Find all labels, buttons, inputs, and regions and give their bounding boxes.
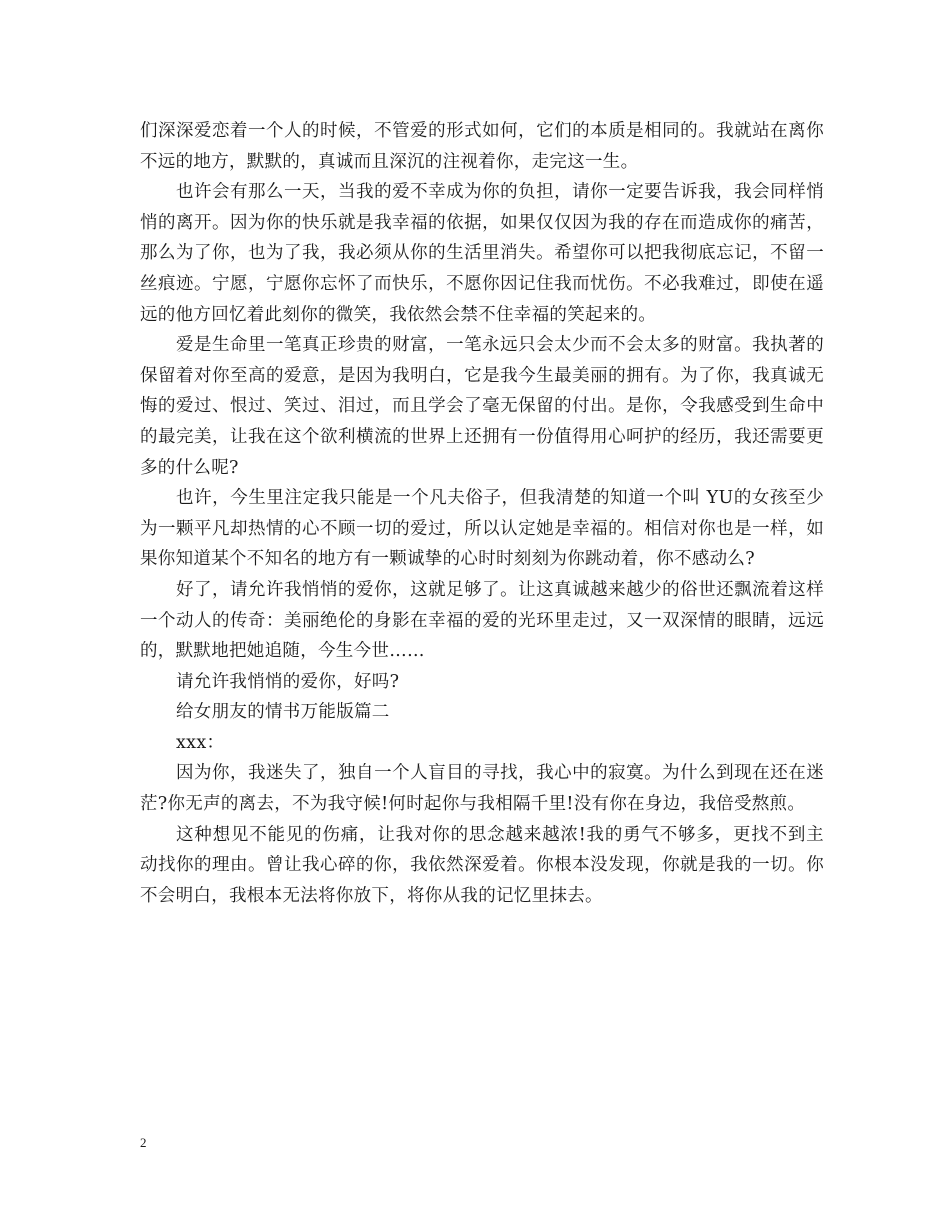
- paragraph: 请允许我悄悄的爱你，好吗?: [176, 671, 400, 692]
- paragraph: 也许会有那么一天，当我的爱不幸成为你的负担，请你一定要告诉我，我会同样悄悄的离开。因为你的快乐就是我幸福的依据，如果仅仅因为我的存在而造成你的痛苦，那么为了你，也为了我，我必须从你的生活里消失。希望你可以把我彻底忘记，不留一丝痕迹。宁愿，宁愿你忘怀了而快乐，不愿你因记住我而忧伤。不必我难过，即使在遥远的他方回忆着此刻你的微笑，我依然会禁不住幸福的笑起来的。: [140, 182, 824, 325]
- paragraph: 这种想见不能见的伤痛，让我对你的思念越来越浓!我的勇气不够多，更找不到主动找你的理由。曾让我心碎的你，我依然深爱着。你根本没发现，你就是我的一切。你不会明白，我根本无法将你放下，将你从我的记忆里抹去。: [140, 824, 824, 906]
- paragraph: 爱是生命里一笔真正珍贵的财富，一笔永远只会太少而不会太多的财富。我执著的保留着对你至高的爱意，是因为我明白，它是我今生最美丽的拥有。为了你，我真诚无悔的爱过、恨过、笑过、泪过，而且学会了毫无保留的付出。是你，令我感受到生命中的最完美，让我在这个欲利横流的世界上还拥有一份值得用心呵护的经历，我还需要更多的什么呢?: [140, 335, 824, 478]
- paragraph: 也许，今生里注定我只能是一个凡夫俗子，但我清楚的知道一个叫 YU的女孩至少为一颗平凡却热情的心不顾一切的爱过，所以认定她是幸福的。相信对你也是一样，如果你知道某个不知名的地方有一颗诚挚的心时时刻刻为你跳动着，你不感动么?: [140, 488, 824, 570]
- paragraph: 因为你，我迷失了，独自一个人盲目的寻找，我心中的寂寞。为什么到现在还在迷茫?你无声的离去，不为我守候!何时起你与我相隔千里!没有你在身边，我倍受熬煎。: [140, 763, 824, 815]
- document-body: [140, 116, 824, 911]
- section-heading: 给女朋友的情书万能版篇二: [176, 702, 390, 723]
- paragraph-continuation: 们深深爱恋着一个人的时候，不管爱的形式如何，它们的本质是相同的。我就站在离你不远的地方，默默的，真诚而且深沉的注视着你，走完这一生。: [140, 121, 824, 172]
- letter-salutation: xxx：: [176, 732, 225, 753]
- page-number: 2: [140, 1135, 147, 1150]
- paragraph: 好了，请允许我悄悄的爱你，这就足够了。让这真诚越来越少的俗世还飘流着这样一个动人的传奇：美丽绝伦的身影在幸福的爱的光环里走过，又一双深情的眼睛，远远的，默默地把她追随，今生今世……: [140, 579, 824, 662]
